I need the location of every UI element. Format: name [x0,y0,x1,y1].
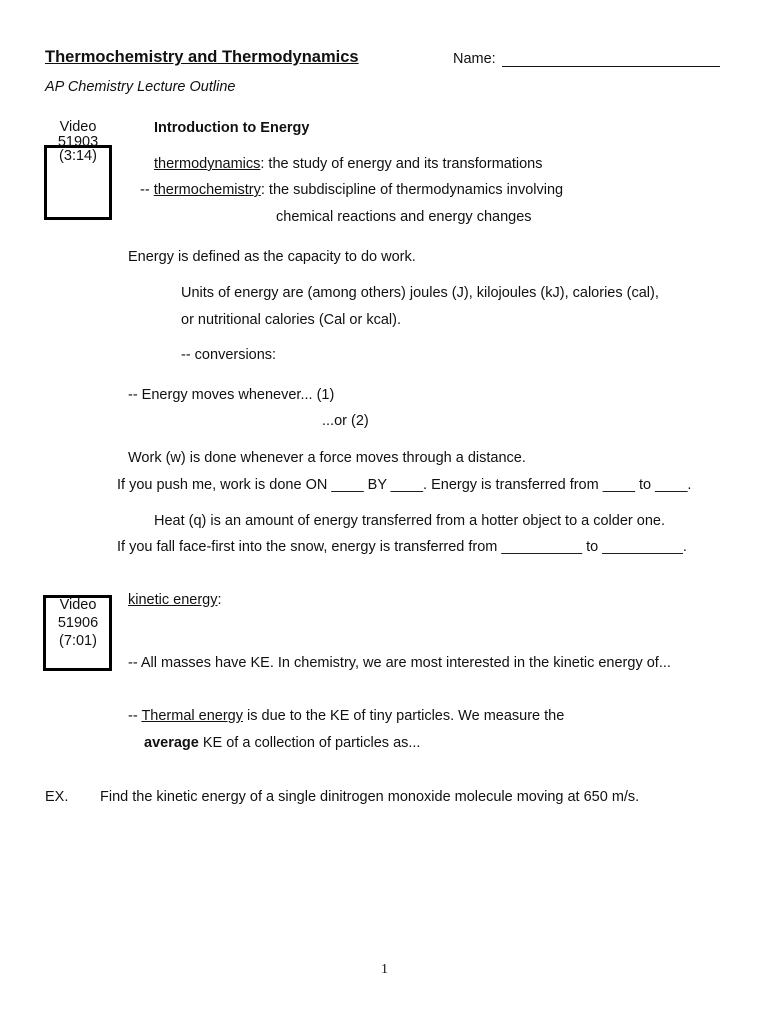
heat-definition: Heat (q) is an amount of energy transferred from a hotter object to a colder one. [154,513,665,529]
energy-definition: Energy is defined as the capacity to do work. [128,249,416,265]
page-number: 1 [381,962,388,977]
name-blank-line[interactable] [502,66,720,67]
energy-moves-line2: ...or (2) [322,413,369,429]
masses-ke-line: -- All masses have KE. In chemistry, we are most interested in the kinetic energy of... [128,655,671,671]
conversions-label: -- conversions: [181,347,277,363]
thermodynamics-term: thermodynamics [154,156,261,172]
thermodynamics-text: : the study of energy and its transformations [260,156,543,172]
document-title: Thermochemistry and Thermodynamics [45,48,359,66]
energy-units-line2: or nutritional calories (Cal or kcal). [181,312,401,328]
video-2-duration: (7:01) [59,633,97,649]
document-subtitle: AP Chemistry Lecture Outline [45,79,236,95]
example-question: Find the kinetic energy of a single dinitrogen monoxide molecule moving at 650 m/s. [100,789,640,805]
thermochemistry-text-line2: chemical reactions and energy changes [276,209,532,225]
thermal-energy-term: Thermal energy [141,708,243,724]
thermochemistry-prefix: -- [140,182,154,198]
thermodynamics-definition [154,156,542,172]
thermal-energy-prefix: -- [128,708,142,724]
average-ke-text: KE of a collection of particles as... [198,735,421,751]
snow-question: If you fall face-first into the snow, energy is transferred from __________ to __________. [117,539,687,555]
average-ke-line [144,735,420,751]
video-2-label [44,596,112,650]
energy-units-line1: Units of energy are (among others) joules (J), kilojoules (kJ), calories (cal), [181,285,659,301]
work-definition: Work (w) is done whenever a force moves through a distance. [128,450,526,466]
video-1-duration: (3:14) [59,148,97,164]
video-1-word: Video [59,119,97,135]
kinetic-energy-term: kinetic energy [128,592,218,608]
push-question: If you push me, work is done ON ____ BY ____. Energy is transferred from ____ to ____. [117,477,692,493]
thermal-energy-line [128,708,564,724]
thermochemistry-definition [140,182,563,198]
section-heading-intro: Introduction to Energy [154,120,310,136]
name-label: Name: [453,51,496,67]
thermochemistry-text: : the subdiscipline of thermodynamics involving [260,182,564,198]
video-2-id: 51906 [57,615,99,631]
thermal-energy-text: is due to the KE of tiny particles. We measure the [242,708,565,724]
kinetic-energy-heading [128,592,222,608]
thermochemistry-term: thermochemistry [153,182,261,198]
example-label: EX. [45,789,69,805]
video-1-id: 51903 [57,134,99,150]
kinetic-energy-colon: : [217,592,222,608]
video-1-label [44,118,112,165]
video-2-word: Video [59,597,97,613]
energy-moves-line1: -- Energy moves whenever... (1) [128,387,335,403]
average-word: average [144,735,199,751]
